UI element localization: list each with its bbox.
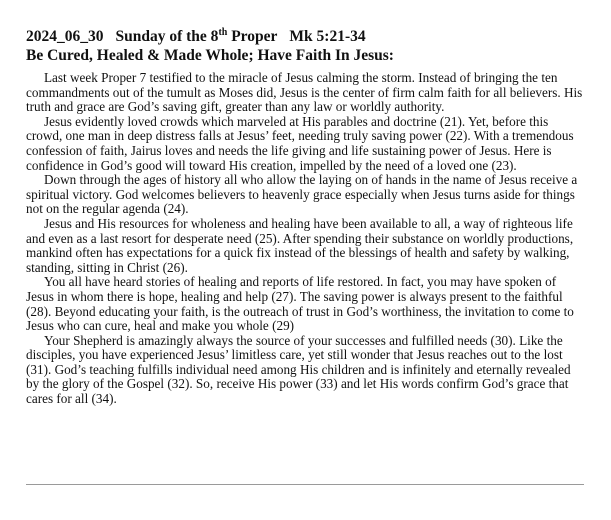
sermon-document (26, 27, 584, 407)
paragraph: Last week Proper 7 testified to the miracle of Jesus calming the storm. Instead of bringing the ten commandments out of the tumult as Moses did, Jesus is the center of firm calm faith for all believers. His truth and grace are God’s saving gift, greater than any law or worldly authority. (26, 70, 583, 115)
paragraph: You all have heard stories of healing and reports of life restored. In fact, you may have spoken of Jesus in whom there is hope, healing and help (27). The saving power is always present to the faithful (28). Beyond educating your faith, is the outreach of trust in God’s worthiness, the invitation to come to Jesus who can cure, heal and make you whole (29) (26, 274, 574, 334)
scripture-reading: Mk 5:21-34 (289, 28, 366, 45)
date-code: 2024_06_30 (26, 28, 104, 45)
paragraph: Jesus and His resources for wholeness and healing have been available to all, a way of righteous life and even as a last resort for desperate need (25). After spending their substance on worldly productions, mankind often has expectations for a quick fix instead of the blessings of health and safety by walking, standing, sitting in Christ (26). (26, 215, 574, 275)
sermon-title: Be Cured, Healed & Made Whole; Have Faith In Jesus: (26, 47, 394, 64)
sermon-header-line (26, 27, 584, 46)
paragraph: Down through the ages of history all who allow the laying on of hands in the name of Jesus receive a spiritual victory. God welcomes believers to heavenly grace especially when Jesus turns aside for things not on the regular agenda (24). (26, 172, 578, 217)
paragraph: Your Shepherd is amazingly always the source of your successes and fulfilled needs (30). Like the disciples, you have experienced Jesus’ limitless care, yet still wonder that Jesus reaches out to the lost (31). God’s teaching fulfills individual need among His children and is infinitely and eternally revealed by the glory of the Gospel (32). So, receive His power (33) and let His words confirm God’s grace that cares for all (34). (26, 332, 571, 407)
occasion: Sunday of the 8th Proper (115, 27, 278, 45)
sermon-body (26, 71, 584, 407)
paragraph: Jesus evidently loved crowds which marveled at His parables and doctrine (21). Yet, before this crowd, one man in deep distress falls at Jesus’ feet, needing truly saving power (22). With a tremendous confession of faith, Jairus loves and needs the life giving and life sustaining power of Jesus. Here is confidence in God’s good will toward His creation, impelled by the need of a loved one (23). (26, 113, 574, 173)
bottom-divider (26, 484, 584, 485)
